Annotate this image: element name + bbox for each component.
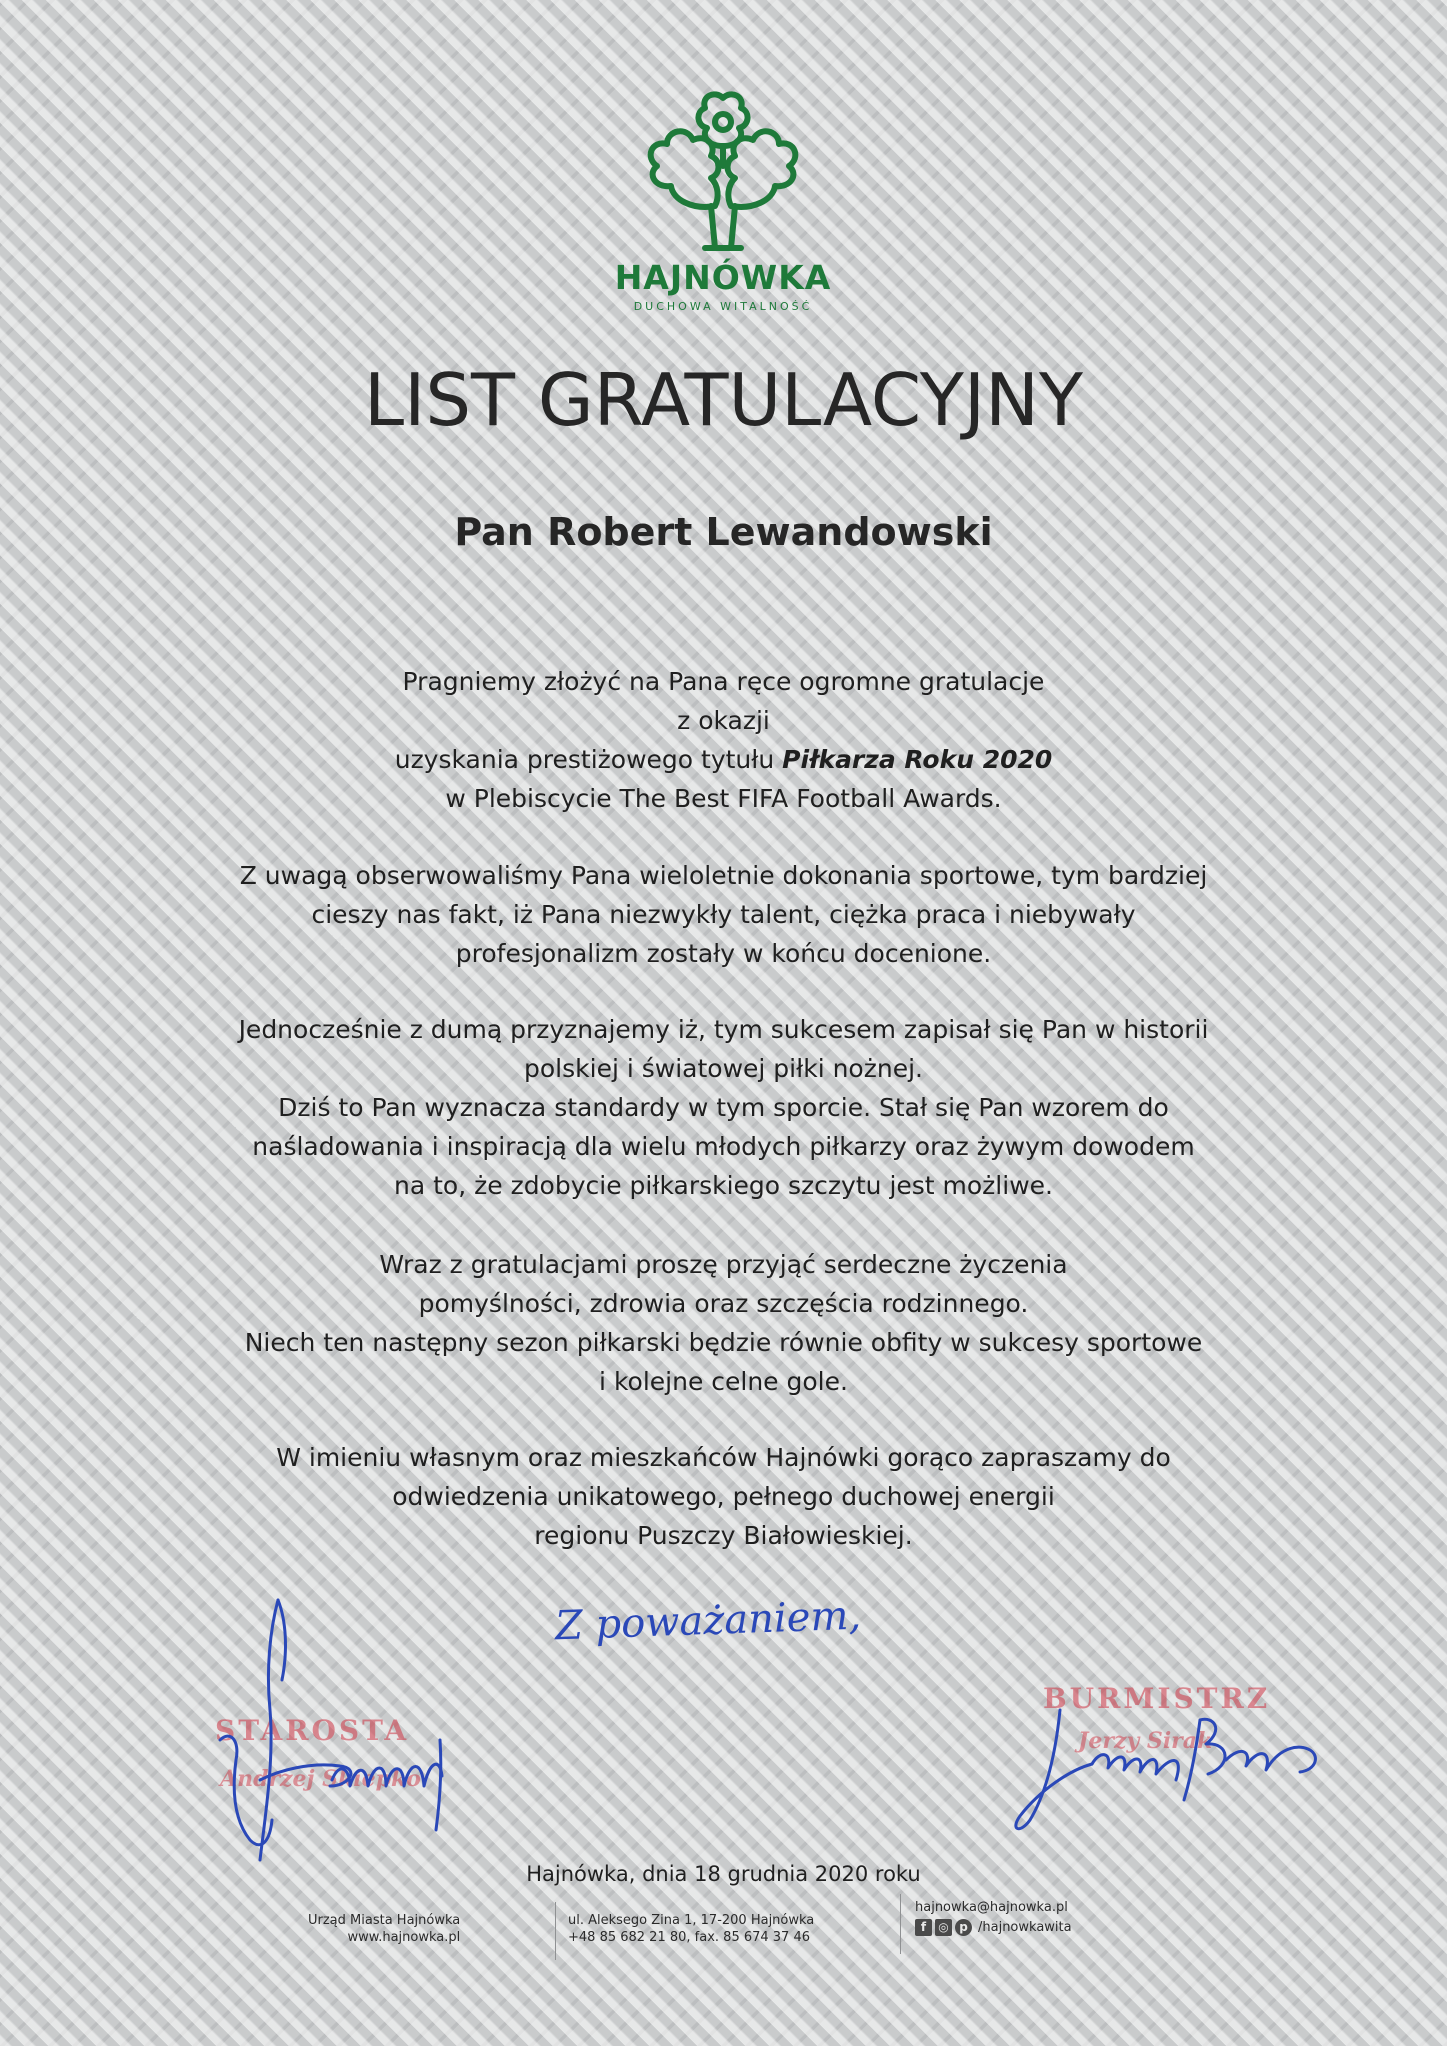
social-handle[interactable]: /hajnowkawita [978, 1920, 1072, 1935]
paragraph-congratulations [150, 662, 1297, 818]
footer-divider [900, 1894, 901, 1954]
facebook-icon[interactable]: f [915, 1919, 932, 1936]
text-line: Dziś to Pan wyznacza standardy w tym sporcie. Stał się Pan wzorem do [278, 1093, 1169, 1122]
hajnowka-logo [593, 88, 853, 313]
logo-wordmark: HAJNÓWKA [614, 258, 832, 297]
oak-leaf-emblem-icon [593, 88, 853, 263]
text-line: polskiej i światowej piłki nożnej. [524, 1054, 923, 1083]
website-link[interactable]: www.hajnowka.pl [347, 1930, 461, 1945]
stamp-left-title: STAROSTA [215, 1714, 410, 1747]
text-line [150, 740, 1297, 779]
email-link[interactable]: hajnowka@hajnowka.pl [915, 1900, 1068, 1915]
footer-divider [555, 1902, 556, 1960]
closing-handwritten [555, 1590, 955, 1690]
paragraph-achievements [150, 856, 1297, 973]
text-line: odwiedzenia unikatowego, pełnego duchowej energii [392, 1482, 1055, 1511]
footer-contact [915, 1899, 1072, 1936]
signature-left-icon [200, 1590, 470, 1880]
logo-tagline: DUCHOWA WITALNOŚĆ [633, 300, 813, 313]
text-line: regionu Puszczy Białowieskiej. [534, 1521, 913, 1550]
text-line: Wraz z gratulacjami proszę przyjąć serdeczne życzenia [379, 1250, 1068, 1279]
award-title: Piłkarza Roku 2020 [782, 745, 1053, 774]
document-title: LIST GRATULACYJNY [364, 358, 1083, 442]
footer-office [308, 1912, 460, 1946]
pinterest-icon[interactable]: p [955, 1919, 972, 1936]
text-line: i kolejne celne gole. [599, 1367, 848, 1396]
text-line: z okazji [677, 706, 770, 735]
text-line: naśladowania i inspiracją dla wielu młodych piłkarzy oraz żywym dowodem [252, 1132, 1195, 1161]
paragraph-wishes [150, 1245, 1297, 1401]
footer-address [568, 1912, 814, 1946]
date-line: Hajnówka, dnia 18 grudnia 2020 roku [526, 1862, 921, 1886]
text-line: na to, że zdobycie piłkarskiego szczytu jest możliwe. [394, 1171, 1053, 1200]
text-line: Niech ten następny sezon piłkarski będzie równie obfity w sukcesy sportowe [244, 1328, 1203, 1357]
text-line: cieszy nas fakt, iż Pana niezwykły talent, ciężka praca i niebywały [311, 900, 1136, 929]
text-line: Z uwagą obserwowaliśmy Pana wieloletnie dokonania sportowe, tym bardziej [239, 861, 1208, 890]
closing-text: Z poważaniem, [554, 1592, 862, 1650]
address-line: ul. Aleksego Zina 1, 17-200 Hajnówka [568, 1913, 815, 1928]
instagram-icon[interactable]: ◎ [935, 1919, 952, 1936]
text-line: Jednocześnie z dumą przyznajemy iż, tym sukcesem zapisał się Pan w historii [238, 1015, 1209, 1044]
text-line: Pragniemy złożyć na Pana ręce ogromne gratulacje [402, 667, 1045, 696]
phone-line: +48 85 682 21 80, fax. 85 674 37 46 [568, 1930, 811, 1945]
text-fragment: uzyskania prestiżowego tytułu [394, 745, 783, 774]
recipient-name: Pan Robert Lewandowski [454, 510, 993, 554]
paragraph-history [150, 1010, 1297, 1205]
stamp-left-name: Andrzej Skiepko [220, 1766, 421, 1792]
signature-right-icon [1000, 1690, 1340, 1840]
text-line: pomyślności, zdrowia oraz szczęścia rodzinnego. [418, 1289, 1029, 1318]
office-name: Urząd Miasta Hajnówka [308, 1913, 461, 1928]
stamp-right-title: BURMISTRZ [1043, 1682, 1271, 1715]
text-line: profesjonalizm zostały w końcu docenione. [455, 939, 992, 968]
stamp-right-name: Jerzy Sirak [1078, 1728, 1213, 1754]
text-line: w Plebiscycie The Best FIFA Football Awards. [445, 784, 1002, 813]
social-links [915, 1919, 1072, 1936]
paragraph-invitation [150, 1438, 1297, 1555]
text-line: W imieniu własnym oraz mieszkańców Hajnówki gorąco zapraszamy do [276, 1443, 1171, 1472]
